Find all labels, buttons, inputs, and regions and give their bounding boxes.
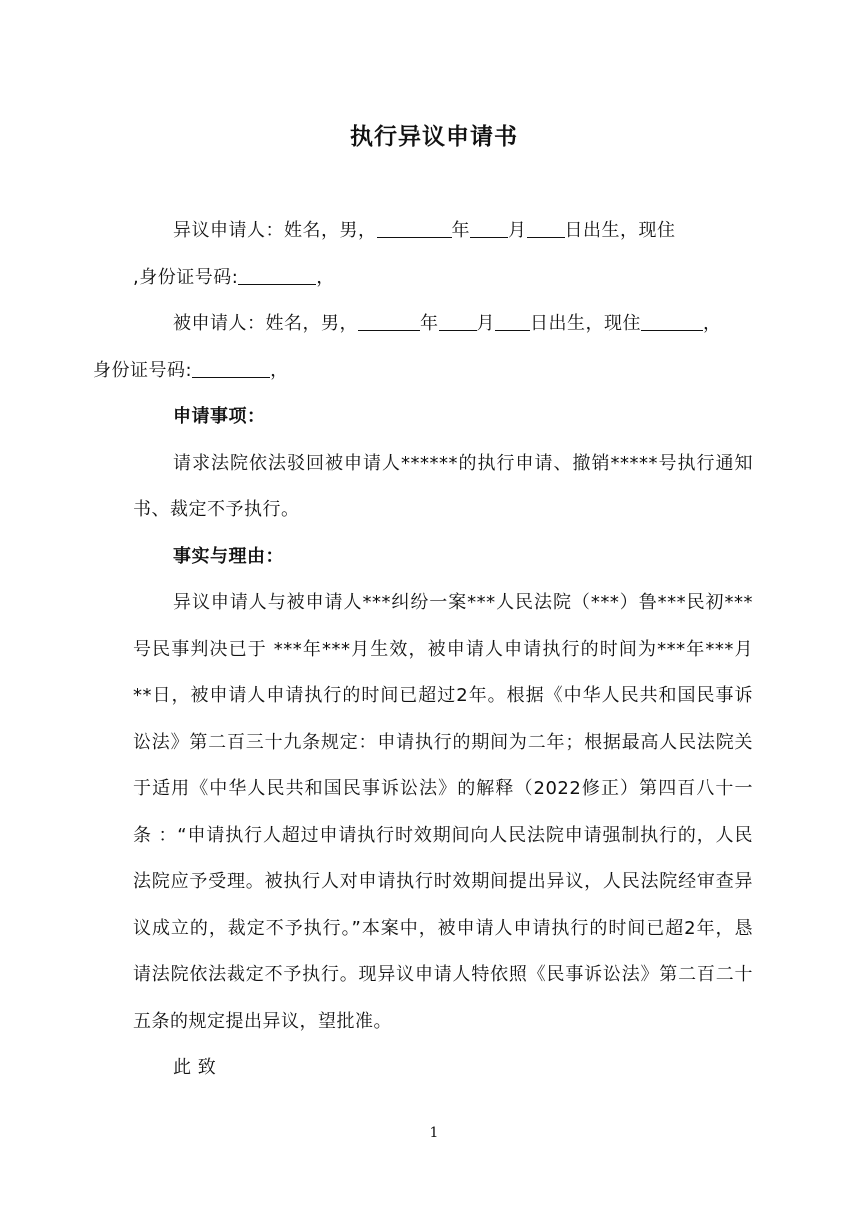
applicant-text-3: 月 [508, 220, 527, 241]
applicant-text-4: 日出生，现住 [564, 220, 676, 241]
birth-day-blank [527, 219, 565, 238]
respondent-id-blank [192, 359, 270, 378]
respondent-text-1: 被申请人：姓名，男， [173, 313, 358, 334]
respondent-paragraph [93, 301, 753, 394]
applicant-paragraph [133, 208, 753, 301]
birth-year-blank [377, 219, 452, 238]
respondent-text-4: 日出生，现住 [530, 313, 641, 334]
respondent-birth-day-blank [495, 312, 530, 331]
page-number: 1 [429, 1125, 439, 1141]
applicant-text-1: 异议申请人：姓名，男， [173, 220, 377, 241]
respondent-text-3: 月 [476, 313, 495, 334]
id-number-blank [238, 266, 316, 285]
respondent-text-5: ， [703, 313, 722, 334]
applicant-text-6: ， [316, 266, 335, 288]
respondent-text-2: 年 [420, 313, 439, 334]
respondent-birth-year-blank [358, 312, 420, 331]
facts-heading: 事实与理由： [173, 545, 284, 567]
document-body [93, 208, 753, 1092]
respondent-birth-month-blank [439, 312, 477, 331]
birth-month-blank [470, 219, 508, 238]
closing-line: 此 致 [173, 1057, 217, 1078]
respondent-text-7: ， [270, 359, 289, 381]
applicant-text-5: ,身份证号码: [133, 266, 239, 288]
respondent-text-6: 身份证号码: [93, 359, 193, 381]
respondent-address-blank [641, 312, 703, 331]
facts-paragraph: 异议申请人与被申请人***纠纷一案***人民法院（***）鲁***民初***号民事判决已于 ***年***月生效，被申请人申请执行的时间为***年***月**日，被申请人申请执行的时间已超过2年。根据《中华人民共和国民事诉讼法》第二百三十九条规定：申请执行的期间为二年；根据最高人民法院关于适用《中华人民共和国民事诉讼法》的解释（2022修正）第四百八十一条 ：“申请执行人超过申请执行时效期间向人民法院申请强制执行的，人民法院应予受理。被执行人对申请执行时效期间提出异议，人民法院经审查异议成立的，裁定不予执行。”本案中，被申请人申请执行的时间已超2年，恳请法院依法裁定不予执行。现异议申请人特依照《民事诉讼法》第二百二十五条的规定提出异议，望批准。 [133, 592, 753, 1032]
request-paragraph: 请求法院依法驳回被申请人******的执行申请、撤销*****号执行通知书、裁定不予执行。 [133, 452, 753, 520]
document-title: 执行异议申请书 [350, 123, 518, 150]
applicant-text-2: 年 [451, 220, 470, 241]
request-heading: 申请事项： [173, 406, 266, 427]
